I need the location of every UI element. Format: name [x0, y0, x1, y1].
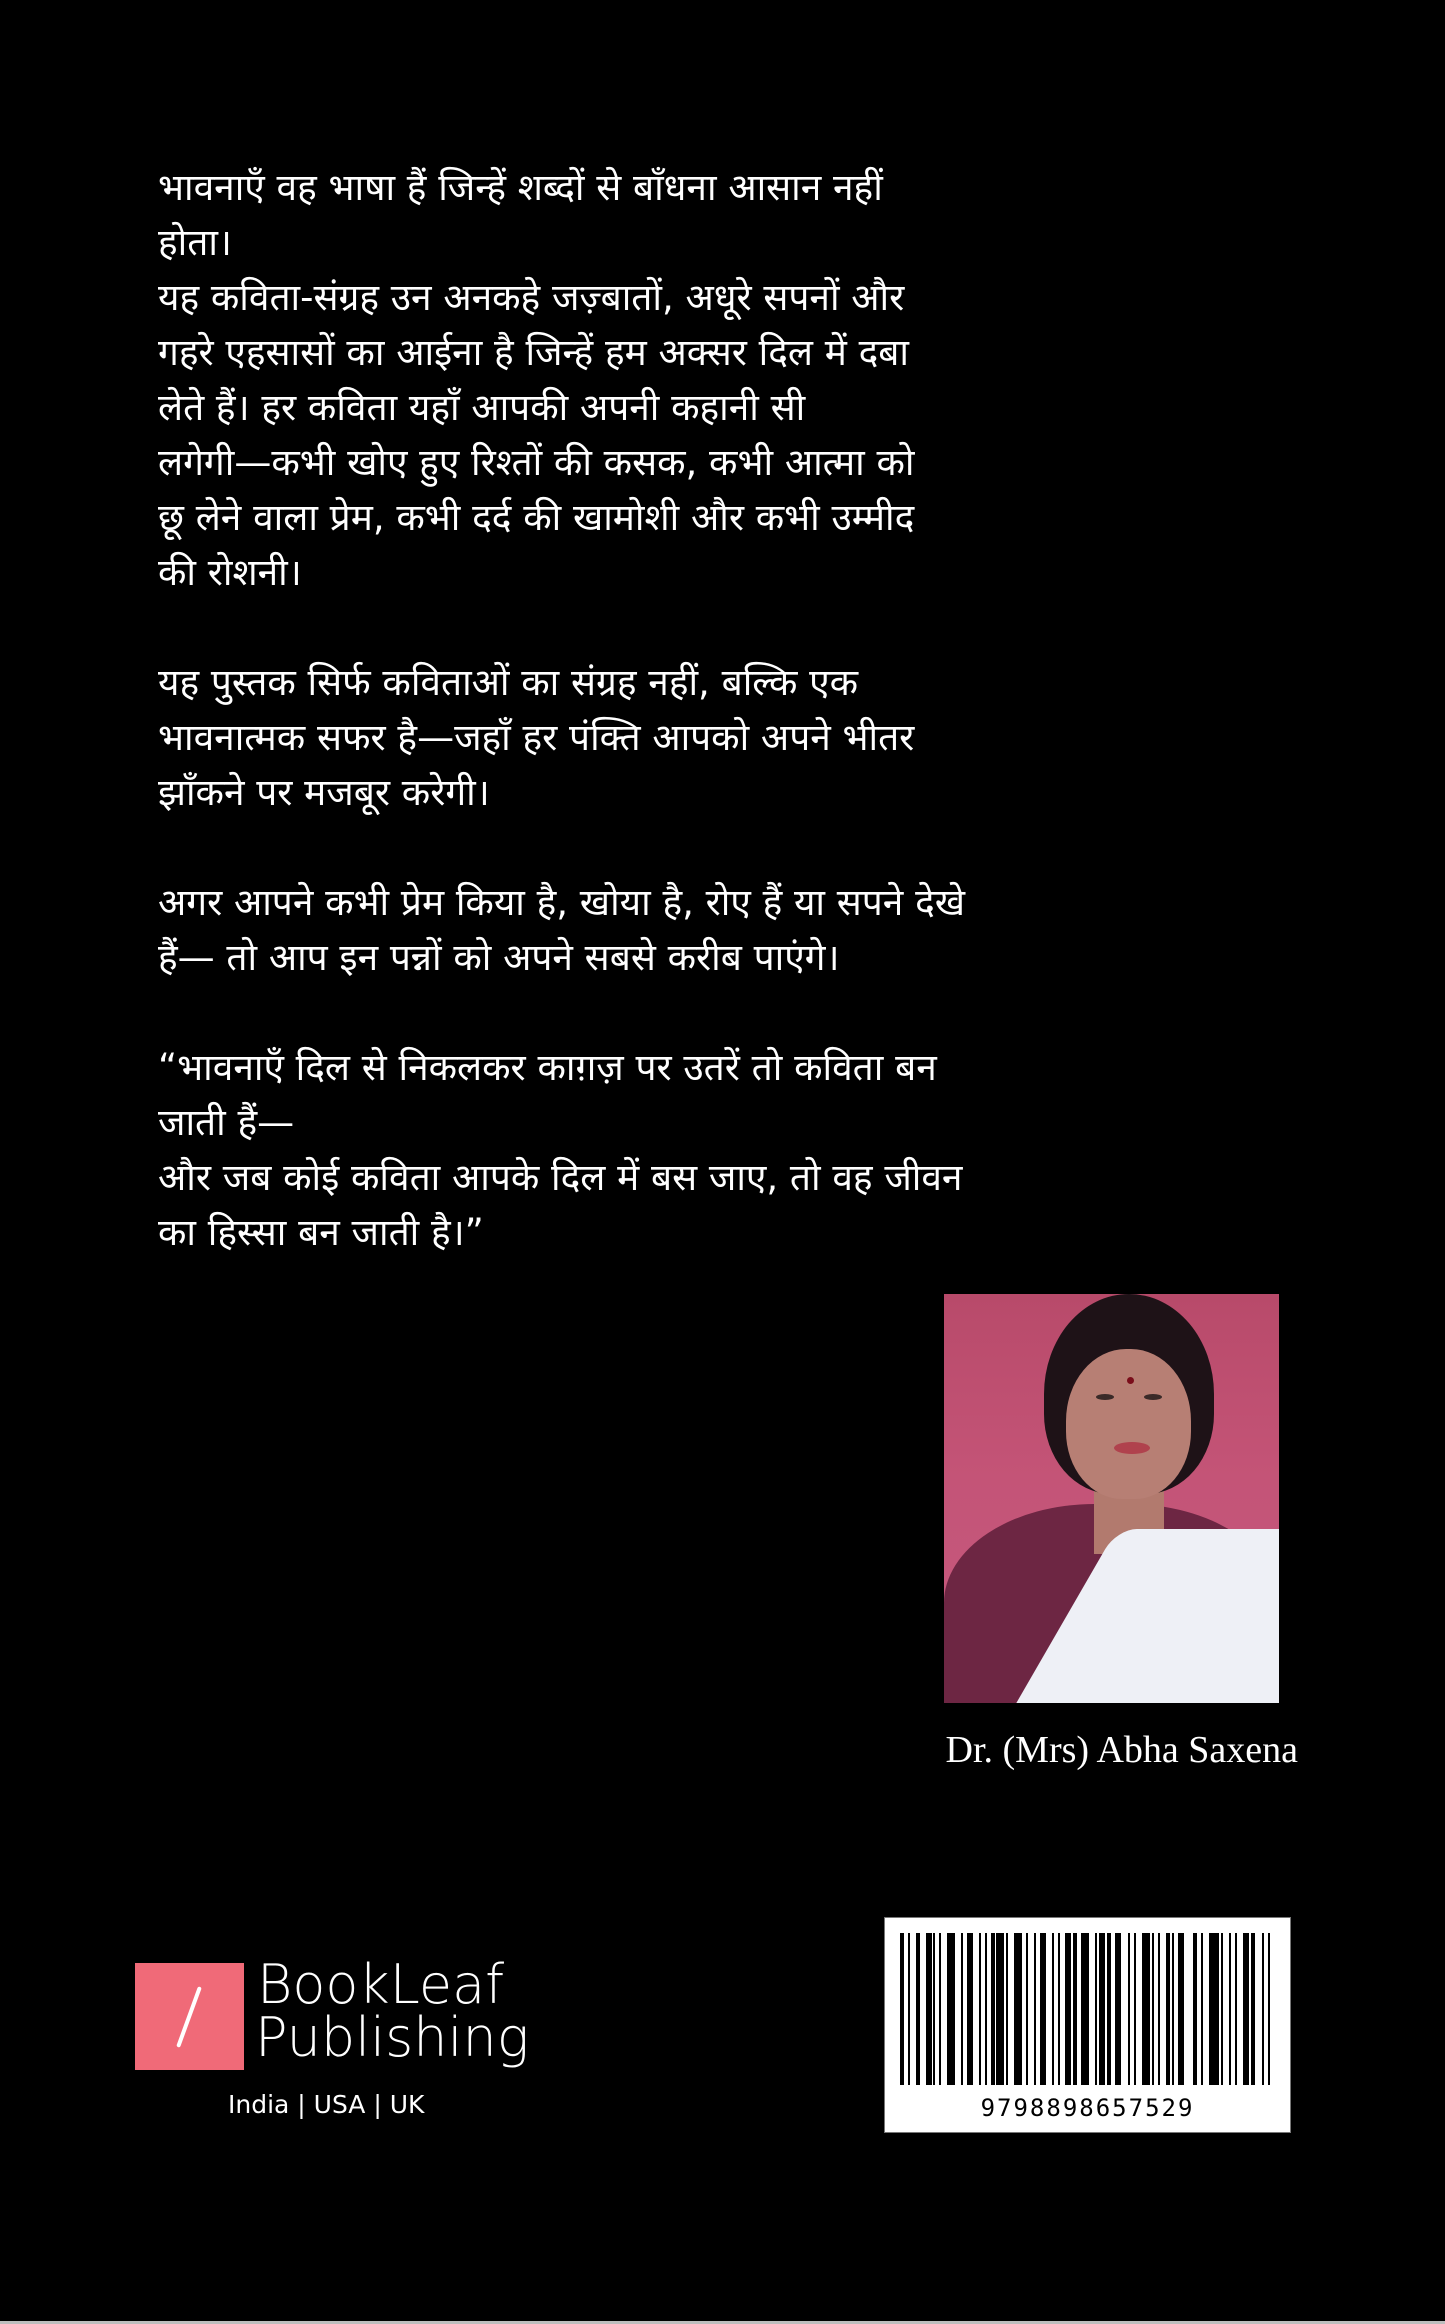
- isbn-barcode: [884, 1917, 1291, 2133]
- blurb-line: छू लेने वाला प्रेम, कभी दर्द की खामोशी और कभी उम्मीद: [158, 496, 915, 539]
- publisher-logo-mark: [135, 1963, 244, 2070]
- blurb-paragraph-2: [158, 655, 1218, 820]
- blurb-line: होता।: [158, 221, 232, 264]
- blurb-line: और जब कोई कविता आपके दिल में बस जाए, तो वह जीवन: [158, 1156, 963, 1199]
- blurb-paragraph-1: [158, 160, 1218, 600]
- barcode-bar: [1014, 1933, 1022, 2085]
- blurb-line: का हिस्सा बन जाती है।”: [158, 1211, 484, 1254]
- barcode-bar: [1255, 1933, 1263, 2085]
- barcode-bar: [1121, 1933, 1129, 2085]
- barcode-bars: [900, 1933, 1277, 2085]
- blurb-line: भावनाएँ वह भाषा हैं जिन्हें शब्दों से बाँधना आसान नहीं: [158, 166, 883, 209]
- portrait-lips: [1114, 1442, 1150, 1454]
- publisher-name-line2: Publishing: [255, 2006, 530, 2069]
- blurb-line: गहरे एहसासों का आईना है जिन्हें हम अक्सर दिल में दबा: [158, 331, 909, 374]
- barcode-bar: [947, 1933, 955, 2085]
- blurb-line: की रोशनी।: [158, 551, 302, 594]
- barcode-bar: [1209, 1933, 1219, 2085]
- portrait-eye-left: [1096, 1394, 1114, 1400]
- blurb-line: यह कविता-संग्रह उन अनकहे जज़्बातों, अधूरे सपनों और: [158, 276, 905, 319]
- portrait-face: [1066, 1349, 1191, 1499]
- blurb-line: हैं— तो आप इन पन्नों को अपने सबसे करीब पाएंगे।: [158, 936, 840, 979]
- blurb-paragraph-3: [158, 875, 1218, 985]
- portrait-eye-right: [1144, 1394, 1162, 1400]
- blurb-line: जाती हैं—: [158, 1101, 295, 1144]
- barcode-bar: [996, 1933, 1004, 2085]
- blurb-line: लेते हैं। हर कविता यहाँ आपकी अपनी कहानी सी: [158, 386, 806, 429]
- slash-icon: [176, 1986, 202, 2048]
- isbn-number: 9798898657529: [980, 2094, 1195, 2122]
- blurb-line: अगर आपने कभी प्रेम किया है, खोया है, रोए हैं या सपने देखे: [158, 881, 966, 924]
- barcode-bar: [1081, 1933, 1089, 2085]
- portrait-bindi: [1127, 1377, 1134, 1384]
- blurb-line: भावनात्मक सफर है—जहाँ हर पंक्ति आपको अपने भीतर: [158, 716, 915, 759]
- barcode-bar: [1184, 1933, 1194, 2085]
- publisher-regions: India | USA | UK: [228, 2090, 425, 2119]
- author-name: Dr. (Mrs) Abha Saxena: [945, 1729, 1298, 1771]
- barcode-bar: [1142, 1933, 1150, 2085]
- blurb-line: लगेगी—कभी खोए हुए रिश्तों की कसक, कभी आत्मा को: [158, 441, 915, 484]
- blurb-line: झाँकने पर मजबूर करेगी।: [158, 771, 490, 814]
- blurb-line: यह पुस्तक सिर्फ कविताओं का संग्रह नहीं, बल्कि एक: [158, 661, 859, 704]
- barcode-bar: [1270, 1933, 1276, 2085]
- blurb-line: “भावनाएँ दिल से निकलकर काग़ज़ पर उतरें तो कविता बन: [158, 1046, 937, 1089]
- blurb-quote: [158, 1040, 1218, 1260]
- publisher-name-line1: BookLeaf: [257, 1953, 505, 2016]
- author-photo: [944, 1294, 1279, 1703]
- blurb-text: [158, 160, 1218, 1315]
